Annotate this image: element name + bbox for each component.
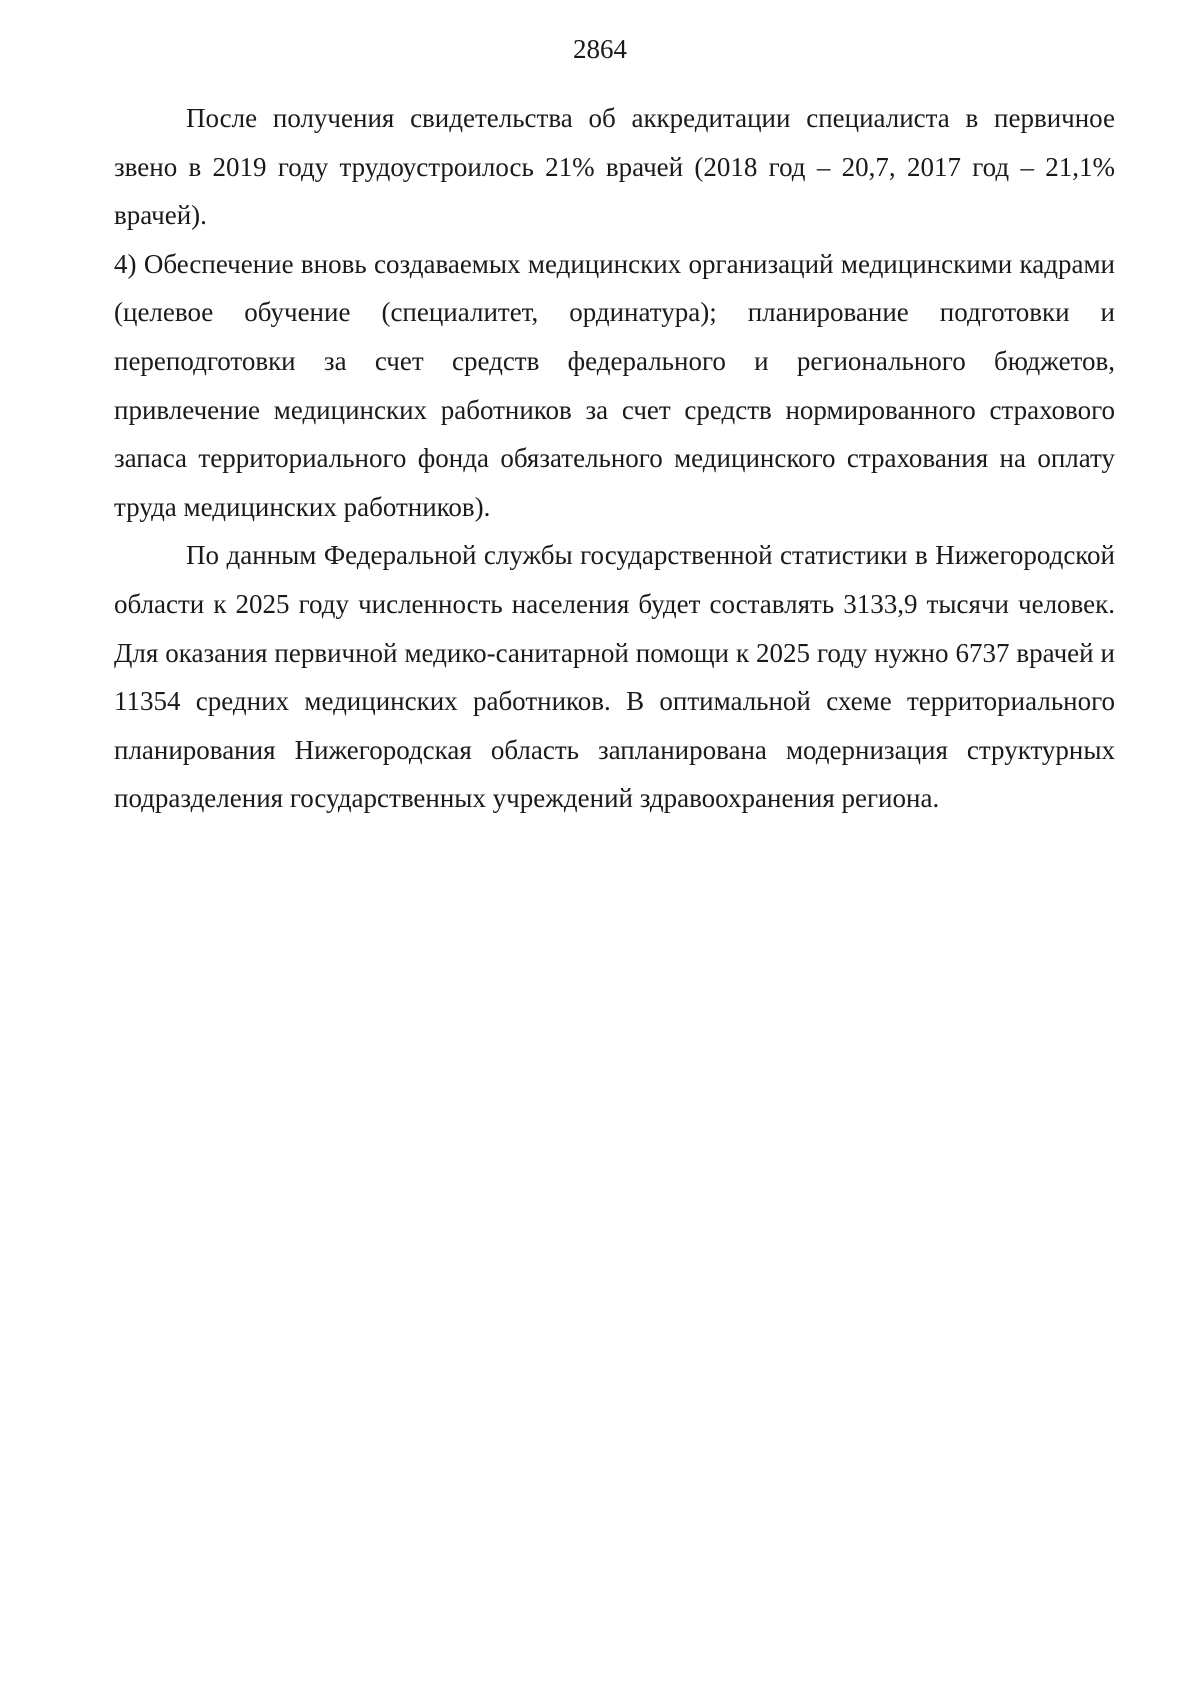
paragraph-staffing-new-organizations: 4) Обеспечение вновь создаваемых медицинских организаций медицинскими кадрами (целевое обучение (специалитет, ординатура); планирование подготовки и переподготовки за счет средств федерального и регионального бюджетов, привлечение медицинских работников за счет средств нормированного страхового запаса территориального фонда обязательного медицинского страхования на оплату труда медицинских работников). [114, 248, 1115, 522]
page-number: 2864 [573, 34, 627, 64]
paragraph-accreditation-employment: После получения свидетельства об аккредитации специалиста в первичное звено в 2019 году трудоустроилось 21% врачей (2018 год – 20,7, 2017 год – 21,1% врачей). [114, 103, 1115, 231]
document-body [114, 94, 1115, 823]
paragraph-population-forecast: По данным Федеральной службы государственной статистики в Нижегородской области к 2025 году численность населения будет составлять 3133,9 тысячи человек. Для оказания первичной медико-санитарной помощи к 2025 году нужно 6737 врачей и 11354 средних медицинских работников. В оптимальной схеме территориального планирования Нижегородская область запланирована модернизация структурных подразделения государственных учреждений здравоохранения региона. [114, 540, 1115, 814]
